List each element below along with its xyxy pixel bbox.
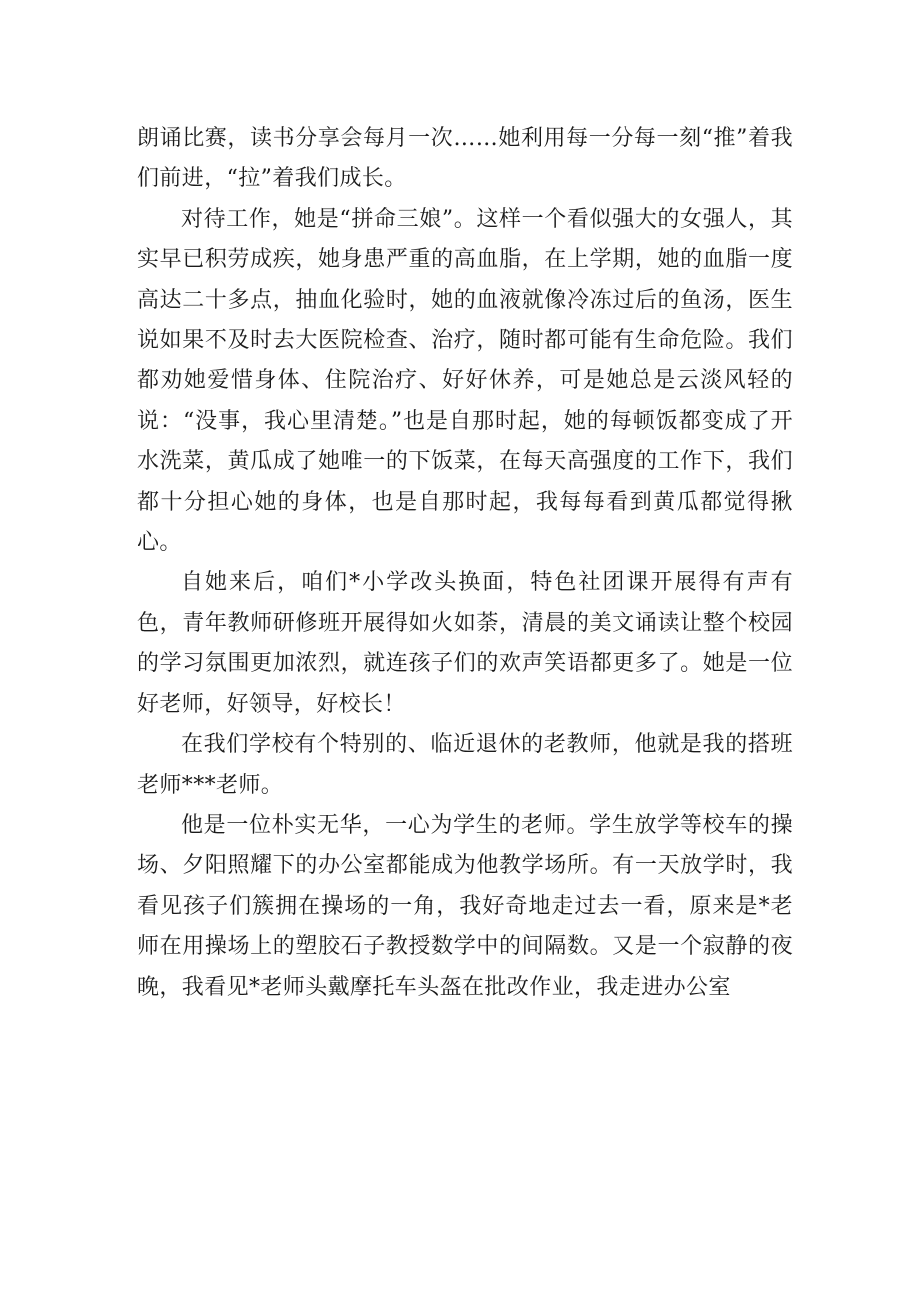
paragraph-school-change: 自她来后，咱们*小学改头换面，特色社团课开展得有声有色，青年教师研修班开展得如火如荼，清晨的美文诵读让整个校园的学习氛围更加浓烈，就连孩子们的欢声笑语都更多了。她是一位好老师，好领导，好校长！ [137,570,793,717]
document-body [137,119,793,1008]
paragraph-veteran-teacher-intro: 在我们学校有个特别的、临近退休的老教师，他就是我的搭班老师***老师。 [137,732,793,798]
paragraph-veteran-teacher-story: 他是一位朴实无华，一心为学生的老师。学生放学等校车的操场、夕阳照耀下的办公室都能成为他教学场所。有一天放学时，我看见孩子们簇拥在操场的一角，我好奇地走过去一看，原来是*老师在用操场上的塑胶石子教授数学中的间隔数。又是一个寂静的夜晚，我看见*老师头戴摩托车头盔在批改作业，我走进办公室 [137,812,793,1000]
paragraph-work-attitude: 对待工作，她是“拼命三娘”。这样一个看似强大的女强人，其实早已积劳成疾，她身患严重的高血脂，在上学期，她的血脂一度高达二十多点，抽血化验时，她的血液就像冷冻过后的鱼汤，医生说如果不及时去大医院检查、治疗，随时都可能有生命危险。我们都劝她爱惜身体、住院治疗、好好休养，可是她总是云淡风轻的说：“没事，我心里清楚。”也是自那时起，她的每顿饭都变成了开水洗菜，黄瓜成了她唯一的下饭菜，在每天高强度的工作下，我们都十分担心她的身体，也是自那时起，我每每看到黄瓜都觉得揪心。 [137,206,793,556]
paragraph-continuation: 朗诵比赛，读书分享会每月一次……她利用每一分每一刻“推”着我们前进，“拉”着我们成长。 [137,126,793,192]
